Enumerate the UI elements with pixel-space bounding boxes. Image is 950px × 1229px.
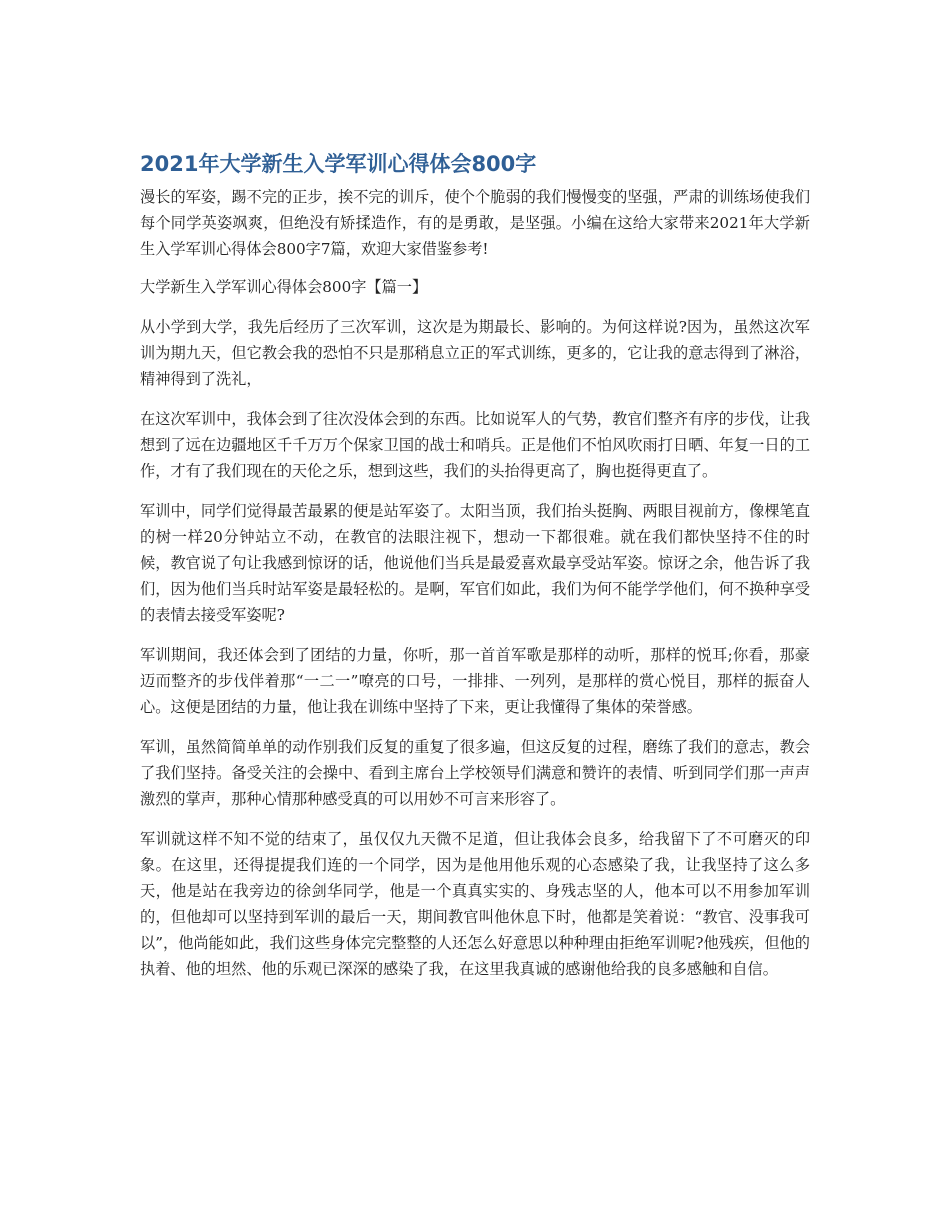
intro-paragraph: 漫长的军姿，踢不完的正步，挨不完的训斥，使个个脆弱的我们慢慢变的坚强，严肃的训练场使我们每个同学英姿飒爽，但绝没有矫揉造作，有的是勇敢，是坚强。小编在这给大家带来2021年大学新生入学军训心得体会800字7篇，欢迎大家借鉴参考! bbox=[140, 188, 810, 258]
body-paragraph: 在这次军训中，我体会到了往次没体会到的东西。比如说军人的气势，教官们整齐有序的步伐，让我想到了远在边疆地区千千万万个保家卫国的战士和哨兵。正是他们不怕风吹雨打日晒、年复一日的工作，才有了我们现在的天伦之乐，想到这些，我们的头抬得更高了，胸也挺得更直了。 bbox=[140, 410, 810, 480]
body-paragraph: 军训就这样不知不觉的结束了，虽仅仅九天微不足道，但让我体会良多，给我留下了不可磨灭的印象。在这里，还得提提我们连的一个同学，因为是他用他乐观的心态感染了我，让我坚持了这么多天，他是站在我旁边的徐剑华同学，他是一个真真实实的、身残志坚的人，他本可以不用参加军训的，但他却可以坚持到军训的最后一天，期间教官叫他休息下时，他都是笑着说：“教官、没事我可以”，他尚能如此，我们这些身体完完整整的人还怎么好意思以种种理由拒绝军训呢?他残疾，但他的执着、他的坦然、他的乐观已深深的感染了我，在这里我真诚的感谢他给我的良多感触和自信。 bbox=[140, 830, 810, 978]
document-page bbox=[140, 148, 810, 996]
body-paragraph: 从小学到大学，我先后经历了三次军训，这次是为期最长、影响的。为何这样说?因为，虽然这次军训为期九天，但它教会我的恐怕不只是那稍息立正的军式训练，更多的，它让我的意志得到了淋浴，精神得到了洗礼， bbox=[140, 318, 810, 388]
document-title: 2021年大学新生入学军训心得体会800字 bbox=[140, 152, 537, 176]
body-paragraph: 军训，虽然简简单单的动作别我们反复的重复了很多遍，但这反复的过程，磨练了我们的意志，教会了我们坚持。备受关注的会操中、看到主席台上学校领导们满意和赞许的表情、听到同学们那一声声激烈的掌声，那种心情那种感受真的可以用妙不可言来形容了。 bbox=[140, 738, 810, 808]
body-paragraph: 军训中，同学们觉得最苦最累的便是站军姿了。太阳当顶，我们抬头挺胸、两眼目视前方，像棵笔直的树一样20分钟站立不动，在教官的法眼注视下，想动一下都很难。就在我们都快坚持不住的时候，教官说了句让我感到惊讶的话，他说他们当兵是最爱喜欢最享受站军姿。惊讶之余，他告诉了我们，因为他们当兵时站军姿是最轻松的。是啊，军官们如此，我们为何不能学学他们，何不换种享受的表情去接受军姿呢? bbox=[140, 502, 810, 624]
body-paragraph: 军训期间，我还体会到了团结的力量，你听，那一首首军歌是那样的动听，那样的悦耳;你看，那豪迈而整齐的步伐伴着那“一二一”嘹亮的口号，一排排、一列列，是那样的赏心悦目，那样的振奋人心。这便是团结的力量，他让我在训练中坚持了下来，更让我懂得了集体的荣誉感。 bbox=[140, 646, 810, 716]
section-heading: 大学新生入学军训心得体会800字【篇一】 bbox=[140, 278, 428, 296]
